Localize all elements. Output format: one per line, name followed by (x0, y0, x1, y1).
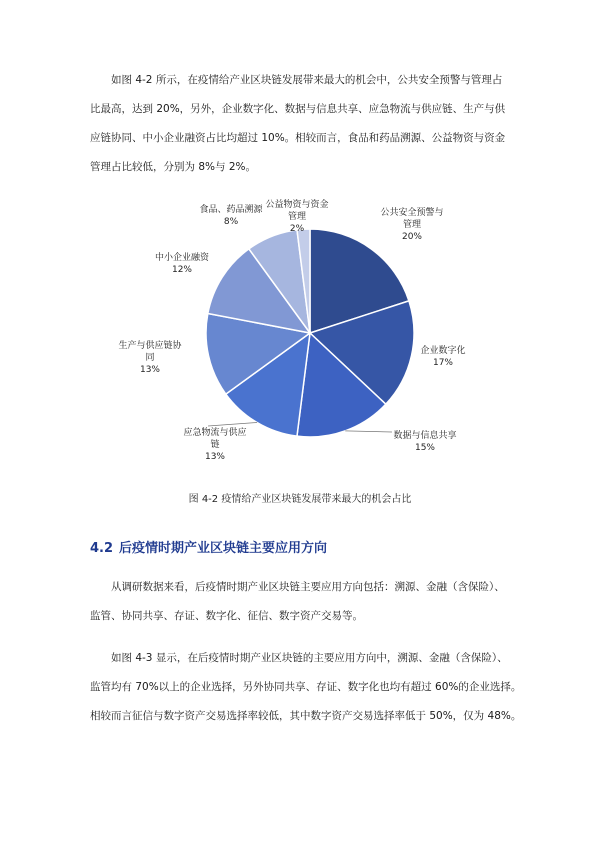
section-number: 4.2 (90, 541, 114, 556)
slice-name-label: 应急物流与供应 (183, 428, 247, 438)
slice-name-label: 同 (145, 353, 155, 363)
slice-name-label: 链 (210, 440, 220, 450)
slice-name-label: 管理 (287, 212, 307, 222)
slice-value-label: 15% (414, 443, 436, 453)
paragraph-line: 监管、协同共享、存证、数字化、征信、数字资产交易等。 (90, 610, 363, 622)
paragraph-application-directions (90, 573, 520, 631)
paragraph-line: 如图 4-3 显示，在后疫情时期产业区块链的主要应用方向中，溯源、金融（含保险）、 (111, 652, 508, 664)
slice-value-label: 8% (223, 217, 239, 227)
slice-label (420, 344, 465, 368)
slice-name-label: 公共安全预警与 (380, 208, 444, 218)
slice-value-label: 2% (289, 224, 305, 234)
paragraph-line: 如图 4-2 所示，在疫情给产业区块链发展带来最大的机会中，公共安全预警与管理占 (111, 74, 503, 86)
section-heading (90, 537, 327, 556)
paragraph-figure-4-3 (90, 644, 520, 731)
slice-value-label: 17% (432, 358, 454, 368)
slice-name-label: 食品、药品溯源 (199, 205, 263, 215)
slice-value-label: 12% (171, 265, 193, 275)
slice-label (265, 198, 328, 234)
slice-name-label: 企业数字化 (420, 346, 466, 356)
slice-label (183, 426, 246, 462)
paragraph-line: 管理占比较低，分别为 8%与 2%。 (90, 161, 256, 173)
figure-caption: 图 4-2 疫情给产业区块链发展带来最大的机会占比 (188, 494, 412, 505)
slice-name-label: 数据与信息共享 (393, 431, 457, 441)
slice-name-label: 管理 (402, 220, 422, 230)
slice-label (118, 339, 182, 375)
slice-value-label: 13% (204, 452, 226, 462)
slice-label (380, 206, 443, 242)
slice-value-label: 13% (139, 365, 161, 375)
paragraph-line: 应链协同、中小企业融资占比均超过 10%。相较而言，食品和药品溯源、公益物资与资金 (90, 132, 506, 144)
section-title: 后疫情时期产业区块链主要应用方向 (119, 541, 328, 556)
slice-label (393, 429, 456, 453)
slice-name-label: 生产与供应链协 (118, 341, 182, 351)
leader-line (208, 423, 257, 427)
paragraph-line: 比最高，达到 20%，另外，企业数字化、数据与信息共享、应急物流与供应链、生产与供 (90, 103, 506, 115)
paragraph-line: 相较而言征信与数字资产交易选择率较低，其中数字资产交易选择率低于 50%，仅为 48%。 (90, 710, 522, 722)
paragraph-line: 从调研数据来看，后疫情时期产业区块链主要应用方向包括：溯源、金融（含保险）、 (111, 581, 505, 593)
leader-line (345, 431, 392, 432)
slice-label (199, 203, 263, 227)
paragraph-line: 监管均有 70%以上的企业选择，另外协同共享、存证、数字化也均有超过 60%的企业选择。 (90, 681, 522, 693)
slice-name-label: 中小企业融资 (154, 253, 210, 263)
slice-label (155, 251, 210, 275)
slice-name-label: 公益物资与资金 (265, 200, 329, 210)
slice-value-label: 20% (401, 232, 423, 242)
